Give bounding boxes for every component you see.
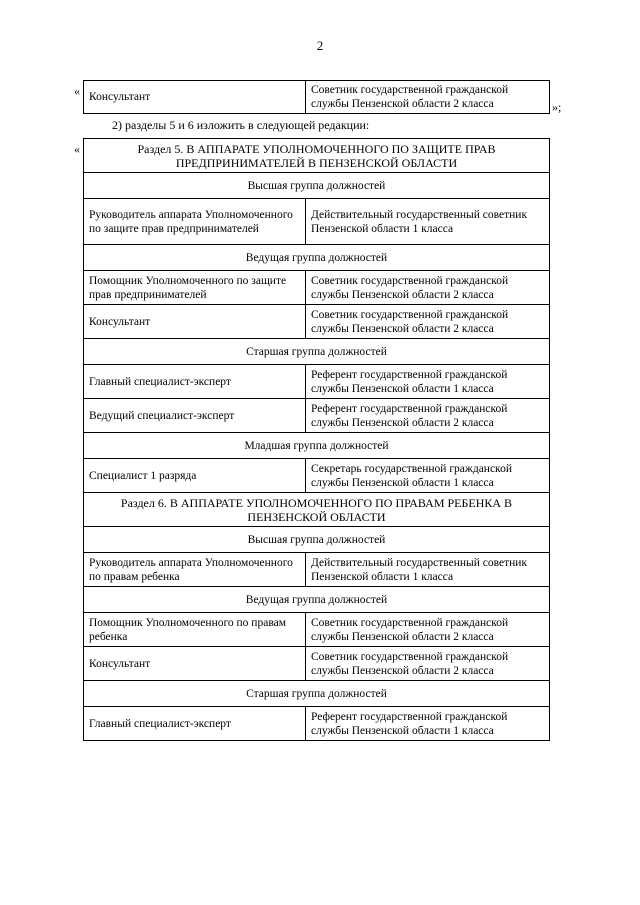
table-row [84, 81, 550, 114]
group-title: Старшая группа должностей [84, 681, 550, 707]
group-row [84, 245, 550, 271]
intro-text: 2) разделы 5 и 6 изложить в следующей редакции: [112, 118, 370, 132]
position-cell: Главный специалист-эксперт [84, 707, 306, 741]
position-cell: Ведущий специалист-эксперт [84, 399, 306, 433]
close-quote: »; [552, 100, 562, 114]
rank-cell: Действительный государственный советник Пензенской области 1 класса [306, 199, 550, 245]
group-title: Старшая группа должностей [84, 339, 550, 365]
group-title: Высшая группа должностей [84, 527, 550, 553]
position-cell: Главный специалист-эксперт [84, 365, 306, 399]
rank-cell: Советник государственной гражданской службы Пензенской области 2 класса [306, 305, 550, 339]
position-cell: Помощник Уполномоченного по защите прав предпринимателей [84, 271, 306, 305]
table-row [84, 613, 550, 647]
page-number: 2 [316, 38, 324, 53]
table-row [84, 199, 550, 245]
rank-cell: Референт государственной гражданской службы Пензенской области 1 класса [306, 365, 550, 399]
position-cell: Специалист 1 разряда [84, 459, 306, 493]
rank-cell: Секретарь государственной гражданской службы Пензенской области 1 класса [306, 459, 550, 493]
open-quote-2: « [74, 142, 80, 156]
group-row [84, 173, 550, 199]
rank-cell: Советник государственной гражданской службы Пензенской области 2 класса [306, 271, 550, 305]
position-cell: Руководитель аппарата Уполномоченного по правам ребенка [84, 553, 306, 587]
table-row [84, 305, 550, 339]
position-cell: Руководитель аппарата Уполномоченного по защите прав предпринимателей [84, 199, 306, 245]
rank-cell: Советник государственной гражданской службы Пензенской области 2 класса [306, 81, 550, 114]
position-cell: Консультант [84, 305, 306, 339]
group-title: Высшая группа должностей [84, 173, 550, 199]
section-row [84, 139, 550, 173]
position-cell: Помощник Уполномоченного по правам ребенка [84, 613, 306, 647]
group-title: Ведущая группа должностей [84, 587, 550, 613]
table-row [84, 399, 550, 433]
section-title: Раздел 5. В АППАРАТЕ УПОЛНОМОЧЕННОГО ПО ЗАЩИТЕ ПРАВ ПРЕДПРИНИМАТЕЛЕЙ В ПЕНЗЕНСКОЙ ОБЛАСТИ [84, 139, 550, 173]
table-row [84, 365, 550, 399]
group-row [84, 587, 550, 613]
position-cell: Консультант [84, 647, 306, 681]
rank-cell: Действительный государственный советник Пензенской области 1 класса [306, 553, 550, 587]
group-row [84, 527, 550, 553]
open-quote: « [74, 84, 80, 98]
table-row [84, 271, 550, 305]
rank-cell: Советник государственной гражданской службы Пензенской области 2 класса [306, 647, 550, 681]
group-title: Младшая группа должностей [84, 433, 550, 459]
group-row [84, 339, 550, 365]
group-row [84, 433, 550, 459]
rank-cell: Советник государственной гражданской службы Пензенской области 2 класса [306, 613, 550, 647]
table-row [84, 707, 550, 741]
main-table [83, 138, 550, 741]
top-table [83, 80, 550, 114]
table-row [84, 647, 550, 681]
rank-cell: Референт государственной гражданской службы Пензенской области 2 класса [306, 399, 550, 433]
group-row [84, 681, 550, 707]
rank-cell: Референт государственной гражданской службы Пензенской области 1 класса [306, 707, 550, 741]
table-row [84, 553, 550, 587]
section-row [84, 493, 550, 527]
group-title: Ведущая группа должностей [84, 245, 550, 271]
table-row [84, 459, 550, 493]
position-cell: Консультант [84, 81, 306, 114]
section-title: Раздел 6. В АППАРАТЕ УПОЛНОМОЧЕННОГО ПО ПРАВАМ РЕБЕНКА В ПЕНЗЕНСКОЙ ОБЛАСТИ [84, 493, 550, 527]
